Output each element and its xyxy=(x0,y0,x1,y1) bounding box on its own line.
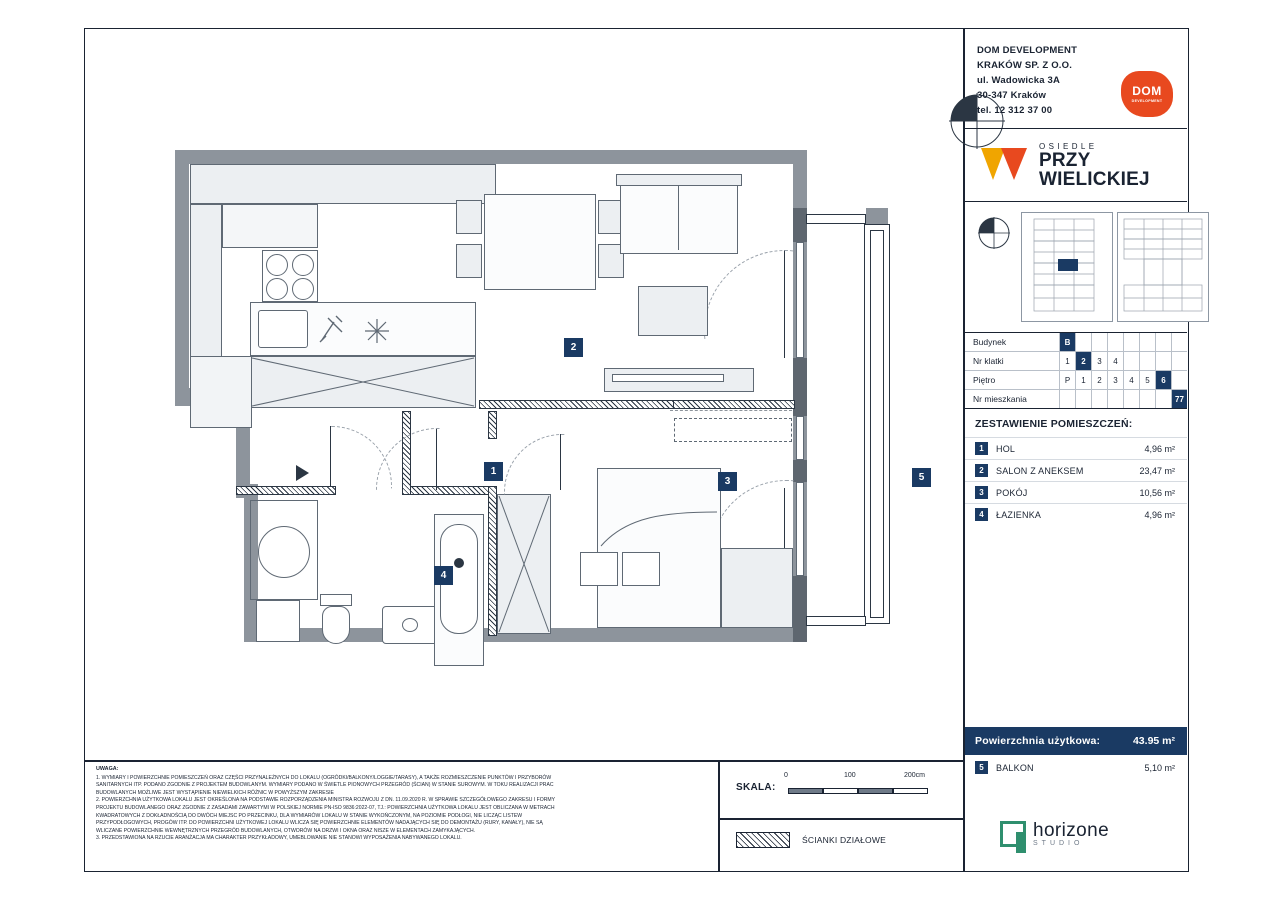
note-line-6: KWADRATOWYCH Z DOKŁADNOŚCIĄ DO DWÓCH MIEJSC PO PRZECINKU, DLA WYMIARÓW LOKALU W STANIE WYKOŃCZONYM, NA POZIOMIE PODŁOGI, NIE LICZĄC LISTEW xyxy=(96,812,523,819)
note-line-3: BUDOWLANYCH MOŻLIWE JEST WYSTĄPIENIE NIEWIELKICH RÓŻNIC W POWYŻSZYM ZAKRESIE xyxy=(96,789,334,796)
keyplan-building-a xyxy=(1021,212,1113,322)
attr-label-apartment: Nr mieszkania xyxy=(965,390,1060,408)
studio-name: horizone xyxy=(1033,820,1110,841)
logo-text: DOM xyxy=(1132,83,1162,98)
schedule-title: ZESTAWIENIE POMIESZCZEŃ: xyxy=(975,418,1133,431)
schedule-row-1 xyxy=(965,437,1187,459)
attr-row-staircase xyxy=(965,352,1187,371)
partition-wall-5 xyxy=(488,486,497,636)
burner-4 xyxy=(292,278,314,300)
company-line-5: tel. 12 312 37 00 xyxy=(977,105,1053,116)
attr-cell-apartment-2[interactable] xyxy=(1092,390,1108,408)
attr-cell-apartment-7[interactable]: 77 xyxy=(1172,390,1187,408)
toilet-cistern xyxy=(320,594,352,606)
attr-cell-building-5[interactable] xyxy=(1140,333,1156,351)
attr-row-apartment xyxy=(965,390,1187,408)
attr-cell-apartment-6[interactable] xyxy=(1156,390,1172,408)
attr-cell-floor-3[interactable]: 3 xyxy=(1108,371,1124,389)
schedule-name-3: POKÓJ xyxy=(996,487,1028,498)
attr-cell-apartment-1[interactable] xyxy=(1076,390,1092,408)
attr-row-building xyxy=(965,333,1187,352)
dining-chair-1 xyxy=(456,200,482,234)
schedule-area-4: 4,96 m² xyxy=(1144,509,1175,520)
schedule-area-2: 23,47 m² xyxy=(1139,465,1175,476)
schedule-num-1: 1 xyxy=(975,442,988,455)
room-tag-3: 3 xyxy=(718,472,737,491)
schedule-row-3 xyxy=(965,481,1187,503)
estate-branding xyxy=(965,129,1187,201)
estate-small-label: OSIEDLE xyxy=(1039,141,1098,151)
attr-cell-staircase-1[interactable]: 2 xyxy=(1076,352,1092,370)
schedule-row-4 xyxy=(965,503,1187,525)
estate-name: PRZY WIELICKIEJ xyxy=(1039,149,1150,190)
legend-hatch-swatch xyxy=(736,832,790,848)
partition-wall-2 xyxy=(673,400,795,409)
sofa-back xyxy=(616,174,742,186)
scale-label: SKALA: xyxy=(736,782,776,793)
duvet-fold-icon xyxy=(597,468,721,568)
partition-wall-3 xyxy=(236,486,336,495)
sofa xyxy=(620,180,738,254)
schedule-row-2 xyxy=(965,459,1187,481)
burner-2 xyxy=(292,254,314,276)
entrance-arrow-icon xyxy=(296,465,309,481)
dining-table xyxy=(484,194,596,290)
attr-cell-apartment-3[interactable] xyxy=(1108,390,1124,408)
shaft-dashed xyxy=(674,418,792,442)
attr-label-staircase: Nr klatki xyxy=(965,352,1060,370)
attr-cell-floor-2[interactable]: 2 xyxy=(1092,371,1108,389)
window-glazing-1 xyxy=(796,242,804,358)
wall-top xyxy=(175,150,807,164)
attribute-table xyxy=(965,333,1187,409)
key-plan xyxy=(965,202,1187,333)
partition-wall-6 xyxy=(488,411,497,439)
balcony-rail-inner xyxy=(870,230,884,618)
bath-cabinet xyxy=(256,600,300,642)
balcony-num: 5 xyxy=(975,761,988,774)
schedule-num-3: 3 xyxy=(975,486,988,499)
washer-unit xyxy=(250,500,318,600)
room-tag-5: 5 xyxy=(912,468,931,487)
dining-chair-2 xyxy=(456,244,482,278)
balcony-edge-top xyxy=(806,214,866,224)
scale-divider xyxy=(718,760,720,872)
bath-drain xyxy=(454,558,464,568)
schedule-area-3: 10,56 m² xyxy=(1139,487,1175,498)
attr-cell-floor-5[interactable]: 5 xyxy=(1140,371,1156,389)
notes-heading: UWAGA: xyxy=(96,766,119,772)
wall-right-pier-2 xyxy=(793,358,807,416)
tv-unit xyxy=(612,374,724,382)
attr-cell-apartment-5[interactable] xyxy=(1140,390,1156,408)
room-tag-1: 1 xyxy=(484,462,503,481)
attr-label-floor: Piętro xyxy=(965,371,1060,389)
keyplan-building-b xyxy=(1117,212,1209,322)
keyplan-compass-icon xyxy=(977,216,1011,250)
sofa-split xyxy=(678,184,679,250)
kitchen-upper-cabinets xyxy=(190,164,496,204)
horizone-mark-icon xyxy=(1000,821,1026,847)
wall-right-pier-4 xyxy=(793,576,807,642)
kitchen-counter-run xyxy=(222,204,318,248)
company-line-1: DOM DEVELOPMENT xyxy=(977,45,1078,56)
attr-cell-staircase-4[interactable] xyxy=(1124,352,1140,370)
note-line-8: WLICZANE POWIERZCHNIE WEWNĘTRZNYCH PRZEGRÓD BUDOWLANYCH, OTWORÓW NA DRZWI I OKNA ORAZ NISZE W ELEMENTACH ZAMYKAJĄCYCH. xyxy=(96,827,476,834)
attr-cell-building-6[interactable] xyxy=(1156,333,1172,351)
schedule-name-4: ŁAZIENKA xyxy=(996,509,1042,520)
title-block xyxy=(965,29,1187,525)
attr-cell-staircase-2[interactable]: 3 xyxy=(1092,352,1108,370)
coffee-table xyxy=(638,286,708,336)
horizone-studio-logo xyxy=(1000,820,1109,847)
attr-cell-staircase-7[interactable] xyxy=(1172,352,1187,370)
attr-cell-building-0[interactable]: B xyxy=(1060,333,1076,351)
keyplan-highlighted-unit xyxy=(1058,259,1078,271)
company-line-2: KRAKÓW SP. Z O.O. xyxy=(977,60,1073,71)
window-glazing-3 xyxy=(796,482,804,576)
attr-cell-building-3[interactable] xyxy=(1108,333,1124,351)
dom-development-logo xyxy=(1121,71,1177,125)
attr-cell-building-2[interactable] xyxy=(1092,333,1108,351)
attr-cell-staircase-0[interactable]: 1 xyxy=(1060,352,1076,370)
attr-cell-floor-0[interactable]: P xyxy=(1060,371,1076,389)
attr-cell-staircase-6[interactable] xyxy=(1156,352,1172,370)
balcony-area: 5,10 m² xyxy=(1144,762,1175,773)
schedule-num-4: 4 xyxy=(975,508,988,521)
attr-cell-building-1[interactable] xyxy=(1076,333,1092,351)
room-tag-4: 4 xyxy=(434,566,453,585)
attr-cell-building-4[interactable] xyxy=(1124,333,1140,351)
company-line-4: 30-347 Kraków xyxy=(977,90,1047,101)
wardrobe-bedroom xyxy=(721,548,793,628)
attr-cell-apartment-4[interactable] xyxy=(1124,390,1140,408)
usable-area-banner xyxy=(965,727,1187,755)
usable-area-label: Powierzchnia użytkowa: xyxy=(975,735,1101,747)
attr-row-floor xyxy=(965,371,1187,390)
notes-block xyxy=(96,766,706,843)
faucet-icon xyxy=(316,312,350,346)
basin-bowl xyxy=(402,618,418,632)
schedule-name-1: HOL xyxy=(996,443,1016,454)
attr-cell-floor-6[interactable]: 6 xyxy=(1156,371,1172,389)
attr-cell-floor-4[interactable]: 4 xyxy=(1124,371,1140,389)
note-line-4: 2. POWIERZCHNIA UŻYTKOWA LOKALU JEST OKREŚLONA NA PODSTAWIE ROZPORZĄDZENIA MINISTRA ROZWOJU Z DN. 11.09.2020 R. W SPRAWIE SZCZEGÓŁOWEGO ZAKRESU I FORMY xyxy=(96,797,556,804)
company-line-3: ul. Wadowicka 3A xyxy=(977,75,1061,86)
scale-tick-2: 200cm xyxy=(904,772,926,779)
window-glazing-2 xyxy=(796,416,804,460)
note-line-7: PRZYPODŁOGOWYCH, PROGÓW ITP. DO POWIERZCHNI UŻYTKOWEJ LOKALU WLICZA SIĘ POWIERZCHNIE ELEMENTÓW NADAJĄCYCH SIĘ DO DEMONTAŻU (RURY, KANAŁY), NIE SĄ xyxy=(96,820,543,827)
note-line-9: 3. PRZEDSTAWIONA NA RZUCIE ARANŻACJA MA CHARAKTER PRZYKŁADOWY, UMEBLOWANIE NIE STANOWI WYPOSAŻENIA NABYWANEGO LOKALU. xyxy=(96,835,462,842)
scale-bar xyxy=(788,788,928,794)
hob-mark-icon xyxy=(362,316,392,346)
fridge xyxy=(190,356,252,428)
schedule-num-2: 2 xyxy=(975,464,988,477)
attr-cell-apartment-0[interactable] xyxy=(1060,390,1076,408)
legend-divider xyxy=(718,818,963,820)
attr-cell-building-7[interactable] xyxy=(1172,333,1187,351)
legend-partition-label: ŚCIANKI DZIAŁOWE xyxy=(802,835,886,845)
ceiling-line-1 xyxy=(670,410,792,411)
note-line-5: PROJEKTU BUDOWLANEGO ORAZ ZGODNIE Z ZASADAMI ZAWARTYMI W POLSKIEJ NORMIE PN-ISO 9836:2022-07, TJ.: POWIERZCHNIA UŻYTKOWA LOKALU JEST OBLICZANA W METRACH xyxy=(96,804,555,811)
schedule-area-1: 4,96 m² xyxy=(1144,443,1175,454)
attr-cell-staircase-5[interactable] xyxy=(1140,352,1156,370)
attr-cell-floor-1[interactable]: 1 xyxy=(1076,371,1092,389)
attr-cell-floor-7[interactable] xyxy=(1172,371,1187,389)
island-cross-icon xyxy=(250,356,476,408)
burner-3 xyxy=(266,278,288,300)
burner-1 xyxy=(266,254,288,276)
estate-logo-icon xyxy=(981,148,1029,182)
floor-plan xyxy=(84,28,963,760)
scale-tick-1: 100 xyxy=(844,772,856,779)
balcony-edge-bottom xyxy=(806,616,866,626)
usable-area-value: 43.95 m² xyxy=(1132,735,1175,747)
scale-tick-0: 0 xyxy=(784,772,788,779)
room-tag-2: 2 xyxy=(564,338,583,357)
studio-subtitle: STUDIO xyxy=(1033,840,1084,847)
note-line-2: SANITARNYCH ITP. PODANO ZGODNIE Z PROJEKTEM BUDOWLANYM. WYMIARY PODANO W ŚWIETLE PIONOWYCH PRZEGRÓD (ŚCIAN) W STANIE SUROWYM. W TOKU REALIZACJI PRAC xyxy=(96,782,554,789)
notes-divider xyxy=(84,760,963,762)
logo-subtext: DEVELOPMENT xyxy=(1131,98,1163,103)
sink xyxy=(258,310,308,348)
legend-block xyxy=(736,832,886,848)
partition-wall-1 xyxy=(479,400,681,409)
wardrobe-cross-icon xyxy=(497,494,551,634)
attr-label-building: Budynek xyxy=(965,333,1060,351)
wall-left-upper xyxy=(175,150,189,406)
schedule-name-2: SALON Z ANEKSEM xyxy=(996,465,1084,476)
balcony-name: BALKON xyxy=(996,762,1034,773)
wall-right-pier-3 xyxy=(793,460,807,482)
balcony-row xyxy=(965,757,1187,778)
wall-right-pier-1 xyxy=(793,208,807,242)
attr-cell-staircase-3[interactable]: 4 xyxy=(1108,352,1124,370)
toilet xyxy=(322,606,350,644)
note-line-1: 1. WYMIARY I POWIERZCHNIE POMIESZCZEŃ ORAZ CZĘŚCI PRZYNALEŻNYCH DO LOKALU (OGRÓDKI/BALKONY/LOGGIE/TARASY), A TAKŻE ROZMIESZCZENIE PUNKTÓW I PRZYBORÓW xyxy=(96,774,552,781)
